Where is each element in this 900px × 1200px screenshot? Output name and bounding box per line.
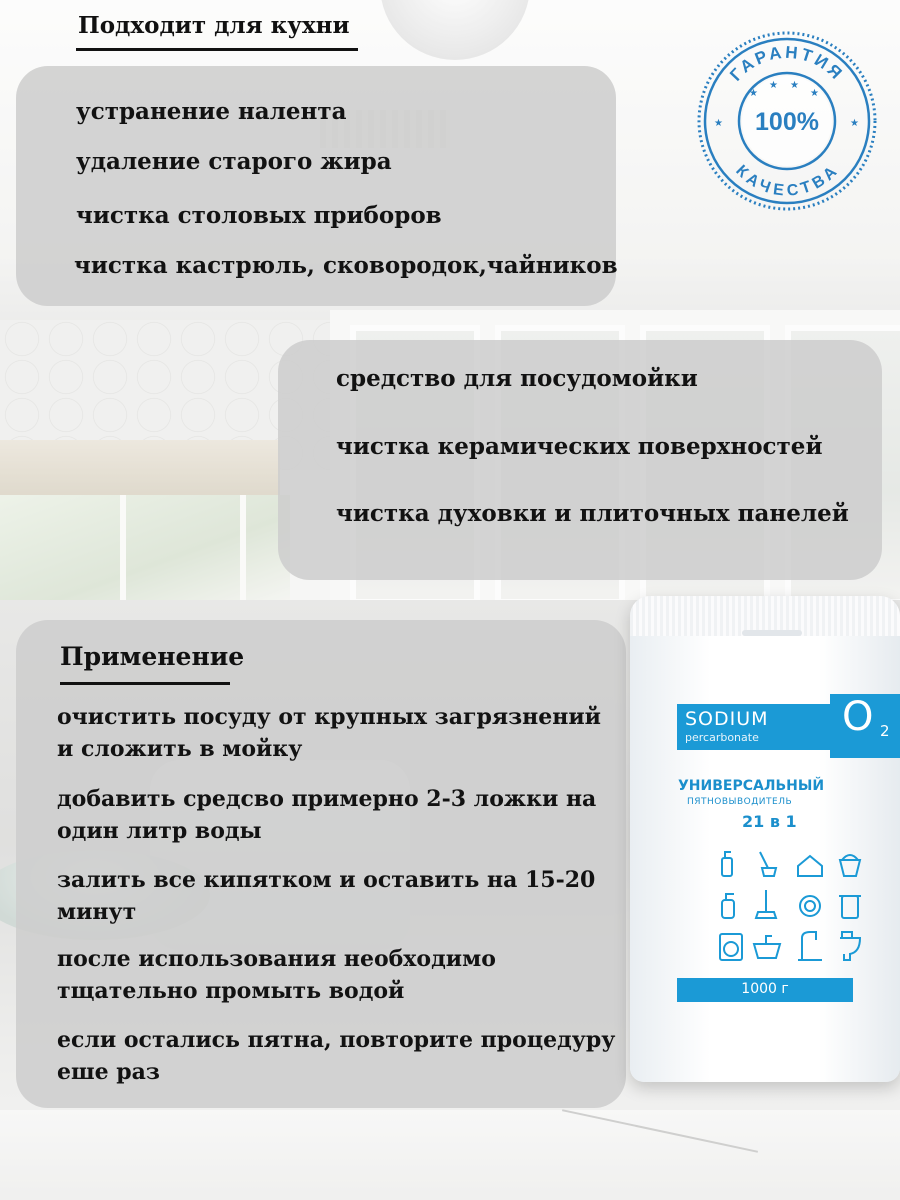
application-step: после использования необходимо тщательно промыть водой <box>57 946 496 1004</box>
faucet-icon <box>798 932 822 960</box>
package-bag <box>630 596 900 1082</box>
svg-text:★: ★ <box>850 118 859 129</box>
sink-icon <box>754 936 780 958</box>
usage-icons-grid <box>716 848 866 968</box>
dishes-icon <box>800 896 820 916</box>
kitchen-use-item: средство для посудомойки <box>336 365 698 392</box>
kitchen-use-item: чистка столовых приборов <box>76 202 442 229</box>
section-title: Подходит для кухни <box>78 12 350 39</box>
svg-text:★: ★ <box>749 88 758 99</box>
product-package <box>630 596 900 1082</box>
house-icon <box>798 856 822 876</box>
svg-text:★: ★ <box>810 88 819 99</box>
spray-bottle-icon <box>722 852 732 876</box>
sprayer-icon <box>722 894 734 918</box>
kitchen-use-item: чистка кастрюль, сковородок,чайников <box>74 252 618 279</box>
kitchen-use-item: чистка керамических поверхностей <box>336 433 823 460</box>
quality-guarantee-stamp <box>694 28 880 214</box>
trash-can-icon <box>839 896 861 918</box>
product-subtitle: ПЯТНОВЫВОДИТЕЛЬ <box>687 797 793 807</box>
svg-text:★: ★ <box>790 80 799 91</box>
toilet-icon <box>840 932 860 960</box>
kitchen-use-item: удаление старого жира <box>76 148 392 175</box>
application-step: очистить посуду от крупных загрязнений и сложить в мойку <box>57 704 601 762</box>
svg-text:★: ★ <box>769 80 778 91</box>
weight-band <box>677 978 853 1002</box>
bucket-icon <box>840 855 860 876</box>
washing-machine-icon <box>720 934 742 960</box>
stamp-top-text: ГАРАНТИЯ <box>726 42 848 85</box>
product-count: 21 в 1 <box>742 812 797 831</box>
stamp-center-text: 100% <box>755 108 819 136</box>
stamp-bottom-text: КАЧЕСТВА <box>732 162 842 200</box>
application-step: если остались пятна, повторите процедуру еше раз <box>57 1027 616 1085</box>
application-step: добавить средсво примерно 2-3 ложки на один литр воды <box>57 786 597 844</box>
application-title-underline <box>60 682 230 685</box>
brand-band <box>677 704 830 750</box>
product-title: УНИВЕРСАЛЬНЫЙ <box>678 778 825 794</box>
kitchen-use-item: устранение налента <box>76 98 347 125</box>
mop-icon <box>756 890 776 918</box>
svg-text:★: ★ <box>714 118 723 129</box>
kitchen-use-item: чистка духовки и плиточных панелей <box>336 500 849 527</box>
brand-name: SODIUM <box>685 708 769 730</box>
product-weight: 1000 г <box>741 981 789 997</box>
section-title-underline <box>76 48 358 51</box>
broom-icon <box>760 852 776 876</box>
application-step: залить все кипятком и оставить на 15-20 минут <box>57 867 596 925</box>
brand-subtitle: percarbonate <box>685 731 759 744</box>
oxygen-formula-badge: O 2 <box>830 694 900 758</box>
application-title: Применение <box>60 642 245 671</box>
